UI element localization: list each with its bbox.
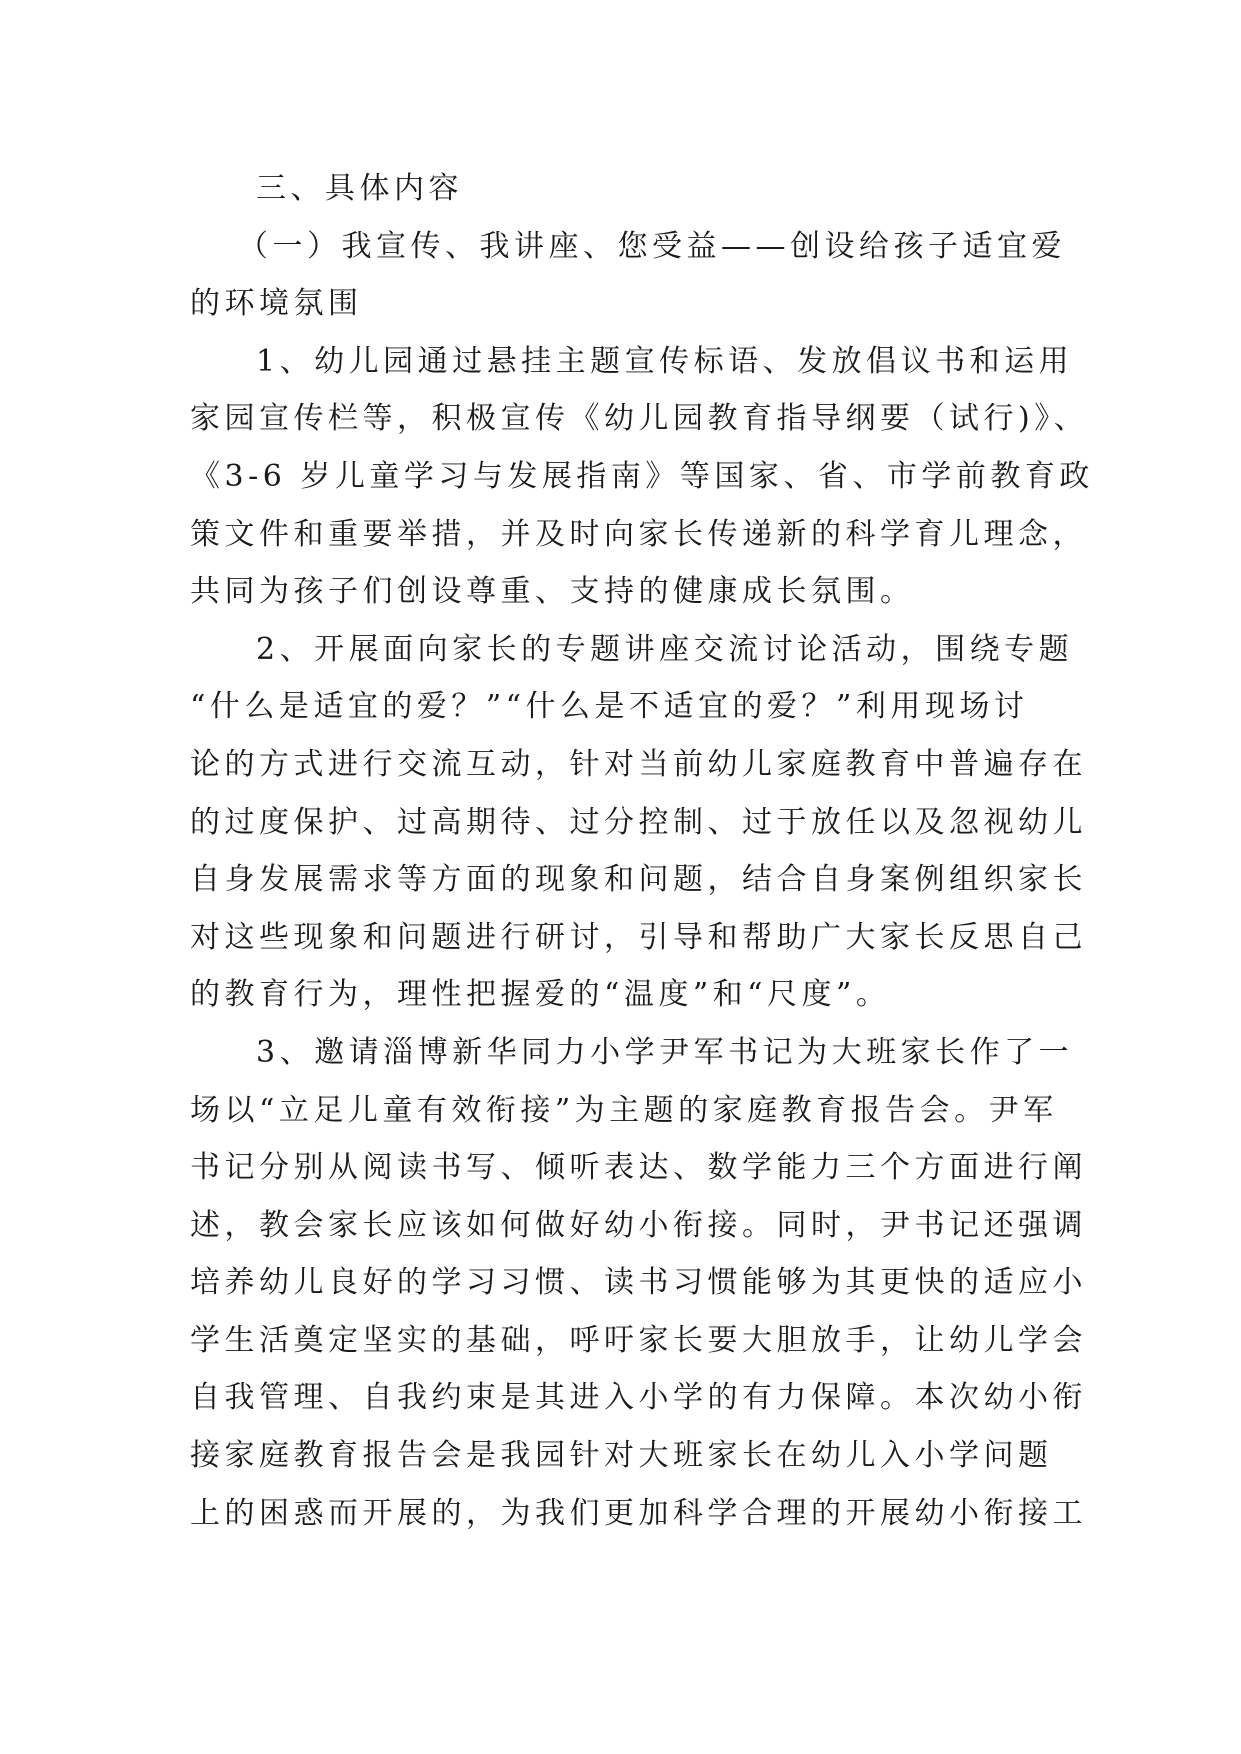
subheading-line: 的环境氛围 bbox=[190, 286, 363, 322]
paragraph-line: 自我管理、自我约束是其进入小学的有力保障。本次幼小衔 bbox=[190, 1380, 1087, 1416]
paragraph-line: 2、开展面向家长的专题讲座交流讨论活动，围绕专题 bbox=[256, 631, 1074, 667]
paragraph-line: 对这些现象和问题进行研讨，引导和帮助广大家长反思自己 bbox=[190, 919, 1087, 955]
paragraph-line: “什么是适宜的爱？”“什么是不适宜的爱？”利用现场讨 bbox=[190, 689, 1029, 725]
paragraph-line: 共同为孩子们创设尊重、支持的健康成长氛围。 bbox=[190, 574, 915, 610]
paragraph-line: 策文件和重要举措，并及时向家长传递新的科学育儿理念， bbox=[190, 516, 1087, 552]
paragraph-line: 论的方式进行交流互动，针对当前幼儿家庭教育中普遍存在 bbox=[190, 746, 1087, 782]
paragraph-line: 培养幼儿良好的学习习惯、读书习惯能够为其更快的适应小 bbox=[190, 1265, 1087, 1301]
paragraph-line: 接家庭教育报告会是我园针对大班家长在幼儿入小学问题 bbox=[190, 1438, 1053, 1474]
paragraph-line: 的过度保护、过高期待、过分控制、过于放任以及忽视幼儿 bbox=[190, 804, 1087, 840]
paragraph-line: 家园宣传栏等，积极宣传《幼儿园教育指导纲要（试行)》、 bbox=[190, 401, 1089, 437]
paragraph-line: 学生活奠定坚实的基础，呼吁家长要大胆放手，让幼儿学会 bbox=[190, 1322, 1087, 1358]
paragraph-line: 书记分别从阅读书写、倾听表达、数学能力三个方面进行阐 bbox=[190, 1150, 1087, 1186]
paragraph-line: 1、幼儿园通过悬挂主题宣传标语、发放倡议书和运用 bbox=[256, 343, 1074, 379]
subheading-line: （一）我宣传、我讲座、您受益——创设给孩子适宜爱 bbox=[238, 228, 1066, 264]
paragraph-line: 3、邀请淄博新华同力小学尹军书记为大班家长作了一 bbox=[256, 1034, 1074, 1070]
paragraph-line: 《3-6 岁儿童学习与发展指南》等国家、省、市学前教育政 bbox=[190, 458, 1094, 494]
paragraph-line: 上的困惑而开展的，为我们更加科学合理的开展幼小衔接工 bbox=[190, 1495, 1087, 1531]
paragraph-line: 自身发展需求等方面的现象和问题，结合自身案例组织家长 bbox=[190, 862, 1087, 898]
document-body bbox=[190, 160, 1094, 1542]
paragraph-line: 场以“立足儿童有效衔接”为主题的家庭教育报告会。尹军 bbox=[190, 1092, 1058, 1128]
paragraph-line: 述，教会家长应该如何做好幼小衔接。同时，尹书记还强调 bbox=[190, 1207, 1087, 1243]
paragraph-line: 的教育行为，理性把握爱的“温度”和“尺度”。 bbox=[190, 977, 891, 1013]
section-heading: 三、具体内容 bbox=[256, 171, 463, 206]
